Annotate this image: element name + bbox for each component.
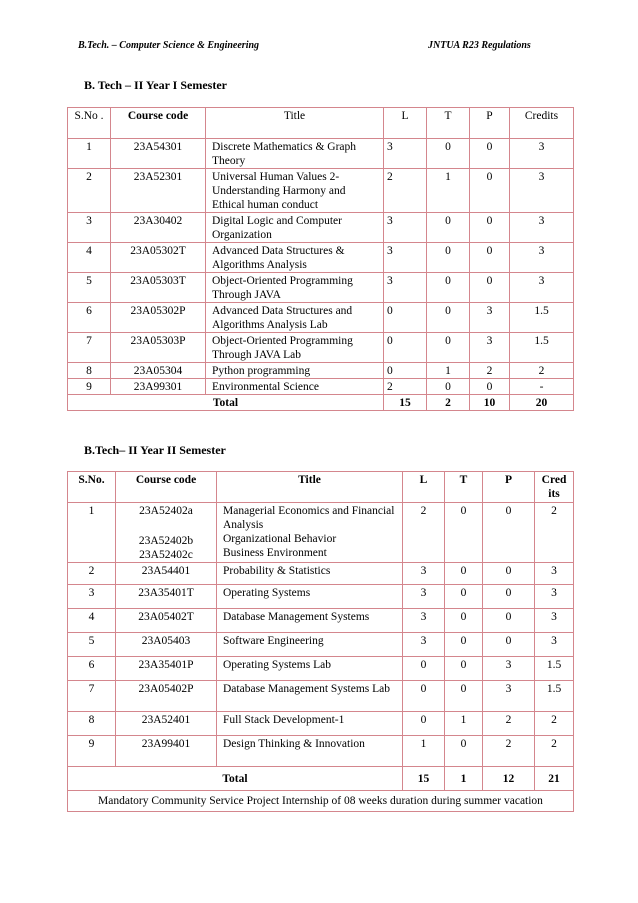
cell-title: Object-Oriented Programming Through JAVA (206, 273, 384, 303)
col-header-sno: S.No. (68, 472, 116, 503)
total-label: Total (68, 395, 384, 411)
table-row (68, 609, 574, 633)
cell-p: 0 (483, 563, 535, 585)
cell-t: 0 (445, 736, 483, 767)
cell-t: 0 (445, 585, 483, 609)
cell-credits: 3 (510, 243, 574, 273)
table-header-row (68, 108, 574, 139)
cell-l: 0 (403, 657, 445, 681)
semester-1-title: B. Tech – II Year I Semester (84, 78, 227, 92)
cell-sno: 4 (68, 243, 111, 273)
cell-l: 3 (384, 139, 427, 169)
cell-course-code: 23A35401P (116, 657, 217, 681)
cell-title: Universal Human Values 2- Understanding Harmony and Ethical human conduct (206, 169, 384, 213)
col-header-credits: Cred its (535, 472, 574, 503)
internship-note-row (68, 791, 574, 812)
cell-sno: 4 (68, 609, 116, 633)
cell-p: 0 (470, 379, 510, 395)
cell-l: 3 (403, 633, 445, 657)
cell-p: 3 (483, 681, 535, 712)
elective-title: Organizational Behavior (223, 533, 337, 545)
cell-credits: 1.5 (510, 333, 574, 363)
cell-credits: 3 (535, 633, 574, 657)
table-row (68, 169, 574, 213)
cell-title: Full Stack Development-1 (217, 712, 403, 736)
table-row (68, 363, 574, 379)
col-header-t: T (427, 108, 470, 139)
elective-title: Managerial Economics and Financial Analysis (223, 505, 395, 531)
cell-credits: 1.5 (535, 681, 574, 712)
cell-t: 0 (427, 379, 470, 395)
table-row (68, 585, 574, 609)
cell-t: 0 (427, 303, 470, 333)
col-header-course-code: Course code (111, 108, 206, 139)
cell-l: 0 (403, 681, 445, 712)
cell-p: 2 (483, 712, 535, 736)
cell-p: 0 (470, 243, 510, 273)
table-header-row (68, 472, 574, 503)
cell-t: 0 (427, 333, 470, 363)
cell-p: 0 (483, 503, 535, 563)
cell-t: 0 (427, 243, 470, 273)
cell-p: 3 (470, 303, 510, 333)
cell-title: Advanced Data Structures & Algorithms Analysis (206, 243, 384, 273)
cell-course-code (116, 503, 217, 563)
cell-sno: 2 (68, 169, 111, 213)
cell-title: Object-Oriented Programming Through JAVA Lab (206, 333, 384, 363)
total-p: 12 (483, 767, 535, 791)
cell-l: 2 (403, 503, 445, 563)
cell-p: 2 (483, 736, 535, 767)
cell-course-code: 23A05302P (111, 303, 206, 333)
table-row (68, 633, 574, 657)
cell-l: 3 (384, 243, 427, 273)
elective-title: Business Environment (223, 547, 327, 559)
cell-title: Design Thinking & Innovation (217, 736, 403, 767)
cell-t: 0 (445, 609, 483, 633)
cell-title: Software Engineering (217, 633, 403, 657)
cell-credits: 2 (535, 712, 574, 736)
cell-title (217, 503, 403, 563)
cell-l: 3 (384, 213, 427, 243)
total-credits: 20 (510, 395, 574, 411)
cell-p: 0 (470, 169, 510, 213)
cell-p: 0 (483, 609, 535, 633)
cell-l: 2 (384, 169, 427, 213)
cell-credits: 3 (535, 585, 574, 609)
cell-t: 0 (445, 681, 483, 712)
cell-title: Digital Logic and Computer Organization (206, 213, 384, 243)
col-header-l: L (384, 108, 427, 139)
cell-l: 0 (384, 303, 427, 333)
cell-title: Database Management Systems (217, 609, 403, 633)
cell-sno: 3 (68, 213, 111, 243)
cell-course-code: 23A05402T (116, 609, 217, 633)
cell-t: 1 (427, 169, 470, 213)
cell-title: Operating Systems (217, 585, 403, 609)
cell-l: 3 (384, 273, 427, 303)
table-row (68, 243, 574, 273)
total-label: Total (68, 767, 403, 791)
cell-l: 2 (384, 379, 427, 395)
table-row (68, 303, 574, 333)
cell-p: 2 (470, 363, 510, 379)
semester-2-table (67, 471, 574, 812)
cell-course-code: 23A05402P (116, 681, 217, 712)
cell-course-code: 23A35401T (116, 585, 217, 609)
page-header-right: JNTUA R23 Regulations (428, 40, 531, 51)
cell-credits: - (510, 379, 574, 395)
cell-sno: 6 (68, 303, 111, 333)
col-header-t: T (445, 472, 483, 503)
col-header-l: L (403, 472, 445, 503)
cell-sno: 7 (68, 681, 116, 712)
cell-t: 0 (445, 503, 483, 563)
cell-course-code: 23A52401 (116, 712, 217, 736)
cell-p: 3 (483, 657, 535, 681)
cell-course-code: 23A54401 (116, 563, 217, 585)
total-l: 15 (403, 767, 445, 791)
cell-t: 0 (427, 139, 470, 169)
cell-l: 0 (384, 333, 427, 363)
col-header-title: Title (217, 472, 403, 503)
cell-p: 0 (470, 273, 510, 303)
cell-credits: 3 (535, 563, 574, 585)
elective-code: 23A52402c (139, 549, 193, 561)
col-header-p: P (483, 472, 535, 503)
cell-l: 0 (384, 363, 427, 379)
cell-course-code: 23A99301 (111, 379, 206, 395)
table-row (68, 736, 574, 767)
cell-sno: 1 (68, 503, 116, 563)
cell-title: Environmental Science (206, 379, 384, 395)
table-row (68, 712, 574, 736)
cell-sno: 6 (68, 657, 116, 681)
table-row (68, 563, 574, 585)
cell-title: Operating Systems Lab (217, 657, 403, 681)
total-t: 2 (427, 395, 470, 411)
cell-course-code: 23A05303P (111, 333, 206, 363)
cell-sno: 2 (68, 563, 116, 585)
cell-p: 0 (483, 633, 535, 657)
cell-t: 1 (427, 363, 470, 379)
cell-sno: 7 (68, 333, 111, 363)
cell-credits: 3 (510, 139, 574, 169)
cell-credits: 3 (510, 213, 574, 243)
cell-l: 3 (403, 585, 445, 609)
cell-credits: 3 (510, 169, 574, 213)
cell-course-code: 23A05302T (111, 243, 206, 273)
cell-course-code: 23A05304 (111, 363, 206, 379)
table-row (68, 333, 574, 363)
table-row (68, 213, 574, 243)
cell-t: 1 (445, 712, 483, 736)
cell-credits: 2 (535, 736, 574, 767)
cell-p: 0 (470, 139, 510, 169)
cell-sno: 5 (68, 273, 111, 303)
cell-sno: 3 (68, 585, 116, 609)
cell-t: 0 (445, 657, 483, 681)
cell-l: 3 (403, 563, 445, 585)
cell-course-code: 23A54301 (111, 139, 206, 169)
cell-l: 3 (403, 609, 445, 633)
cell-p: 3 (470, 333, 510, 363)
cell-credits: 2 (535, 503, 574, 563)
col-header-p: P (470, 108, 510, 139)
total-l: 15 (384, 395, 427, 411)
total-credits: 21 (535, 767, 574, 791)
semester-1-table (67, 107, 574, 411)
cell-course-code: 23A99401 (116, 736, 217, 767)
cell-t: 0 (445, 563, 483, 585)
cell-credits: 2 (510, 363, 574, 379)
cell-course-code: 23A52301 (111, 169, 206, 213)
cell-p: 0 (470, 213, 510, 243)
cell-p: 0 (483, 585, 535, 609)
cell-sno: 5 (68, 633, 116, 657)
table-row (68, 139, 574, 169)
cell-title: Database Management Systems Lab (217, 681, 403, 712)
cell-t: 0 (427, 273, 470, 303)
page-header-left: B.Tech. – Computer Science & Engineering (78, 40, 260, 51)
cell-l: 1 (403, 736, 445, 767)
semester-2-title: B.Tech– II Year II Semester (84, 443, 226, 457)
cell-credits: 1.5 (535, 657, 574, 681)
cell-t: 0 (445, 633, 483, 657)
cell-sno: 1 (68, 139, 111, 169)
cell-title: Probability & Statistics (217, 563, 403, 585)
elective-code: 23A52402a (139, 505, 193, 517)
cell-t: 0 (427, 213, 470, 243)
cell-title: Advanced Data Structures and Algorithms Analysis Lab (206, 303, 384, 333)
table-row (68, 379, 574, 395)
cell-sno: 8 (68, 363, 111, 379)
total-t: 1 (445, 767, 483, 791)
cell-title: Discrete Mathematics & Graph Theory (206, 139, 384, 169)
cell-course-code: 23A05303T (111, 273, 206, 303)
col-header-sno: S.No . (68, 108, 111, 139)
table-row (68, 273, 574, 303)
cell-credits: 1.5 (510, 303, 574, 333)
cell-course-code: 23A30402 (111, 213, 206, 243)
col-header-credits: Credits (510, 108, 574, 139)
cell-course-code: 23A05403 (116, 633, 217, 657)
table-row (68, 503, 574, 563)
cell-sno: 9 (68, 736, 116, 767)
cell-credits: 3 (510, 273, 574, 303)
table-row (68, 681, 574, 712)
col-header-course-code: Course code (116, 472, 217, 503)
col-header-title: Title (206, 108, 384, 139)
total-p: 10 (470, 395, 510, 411)
cell-sno: 9 (68, 379, 111, 395)
table-row (68, 657, 574, 681)
cell-l: 0 (403, 712, 445, 736)
cell-title: Python programming (206, 363, 384, 379)
internship-note: Mandatory Community Service Project Internship of 08 weeks duration during summer vacation (68, 791, 574, 812)
cell-sno: 8 (68, 712, 116, 736)
elective-code: 23A52402b (138, 535, 194, 547)
table-total-row (68, 767, 574, 791)
cell-credits: 3 (535, 609, 574, 633)
table-total-row (68, 395, 574, 411)
